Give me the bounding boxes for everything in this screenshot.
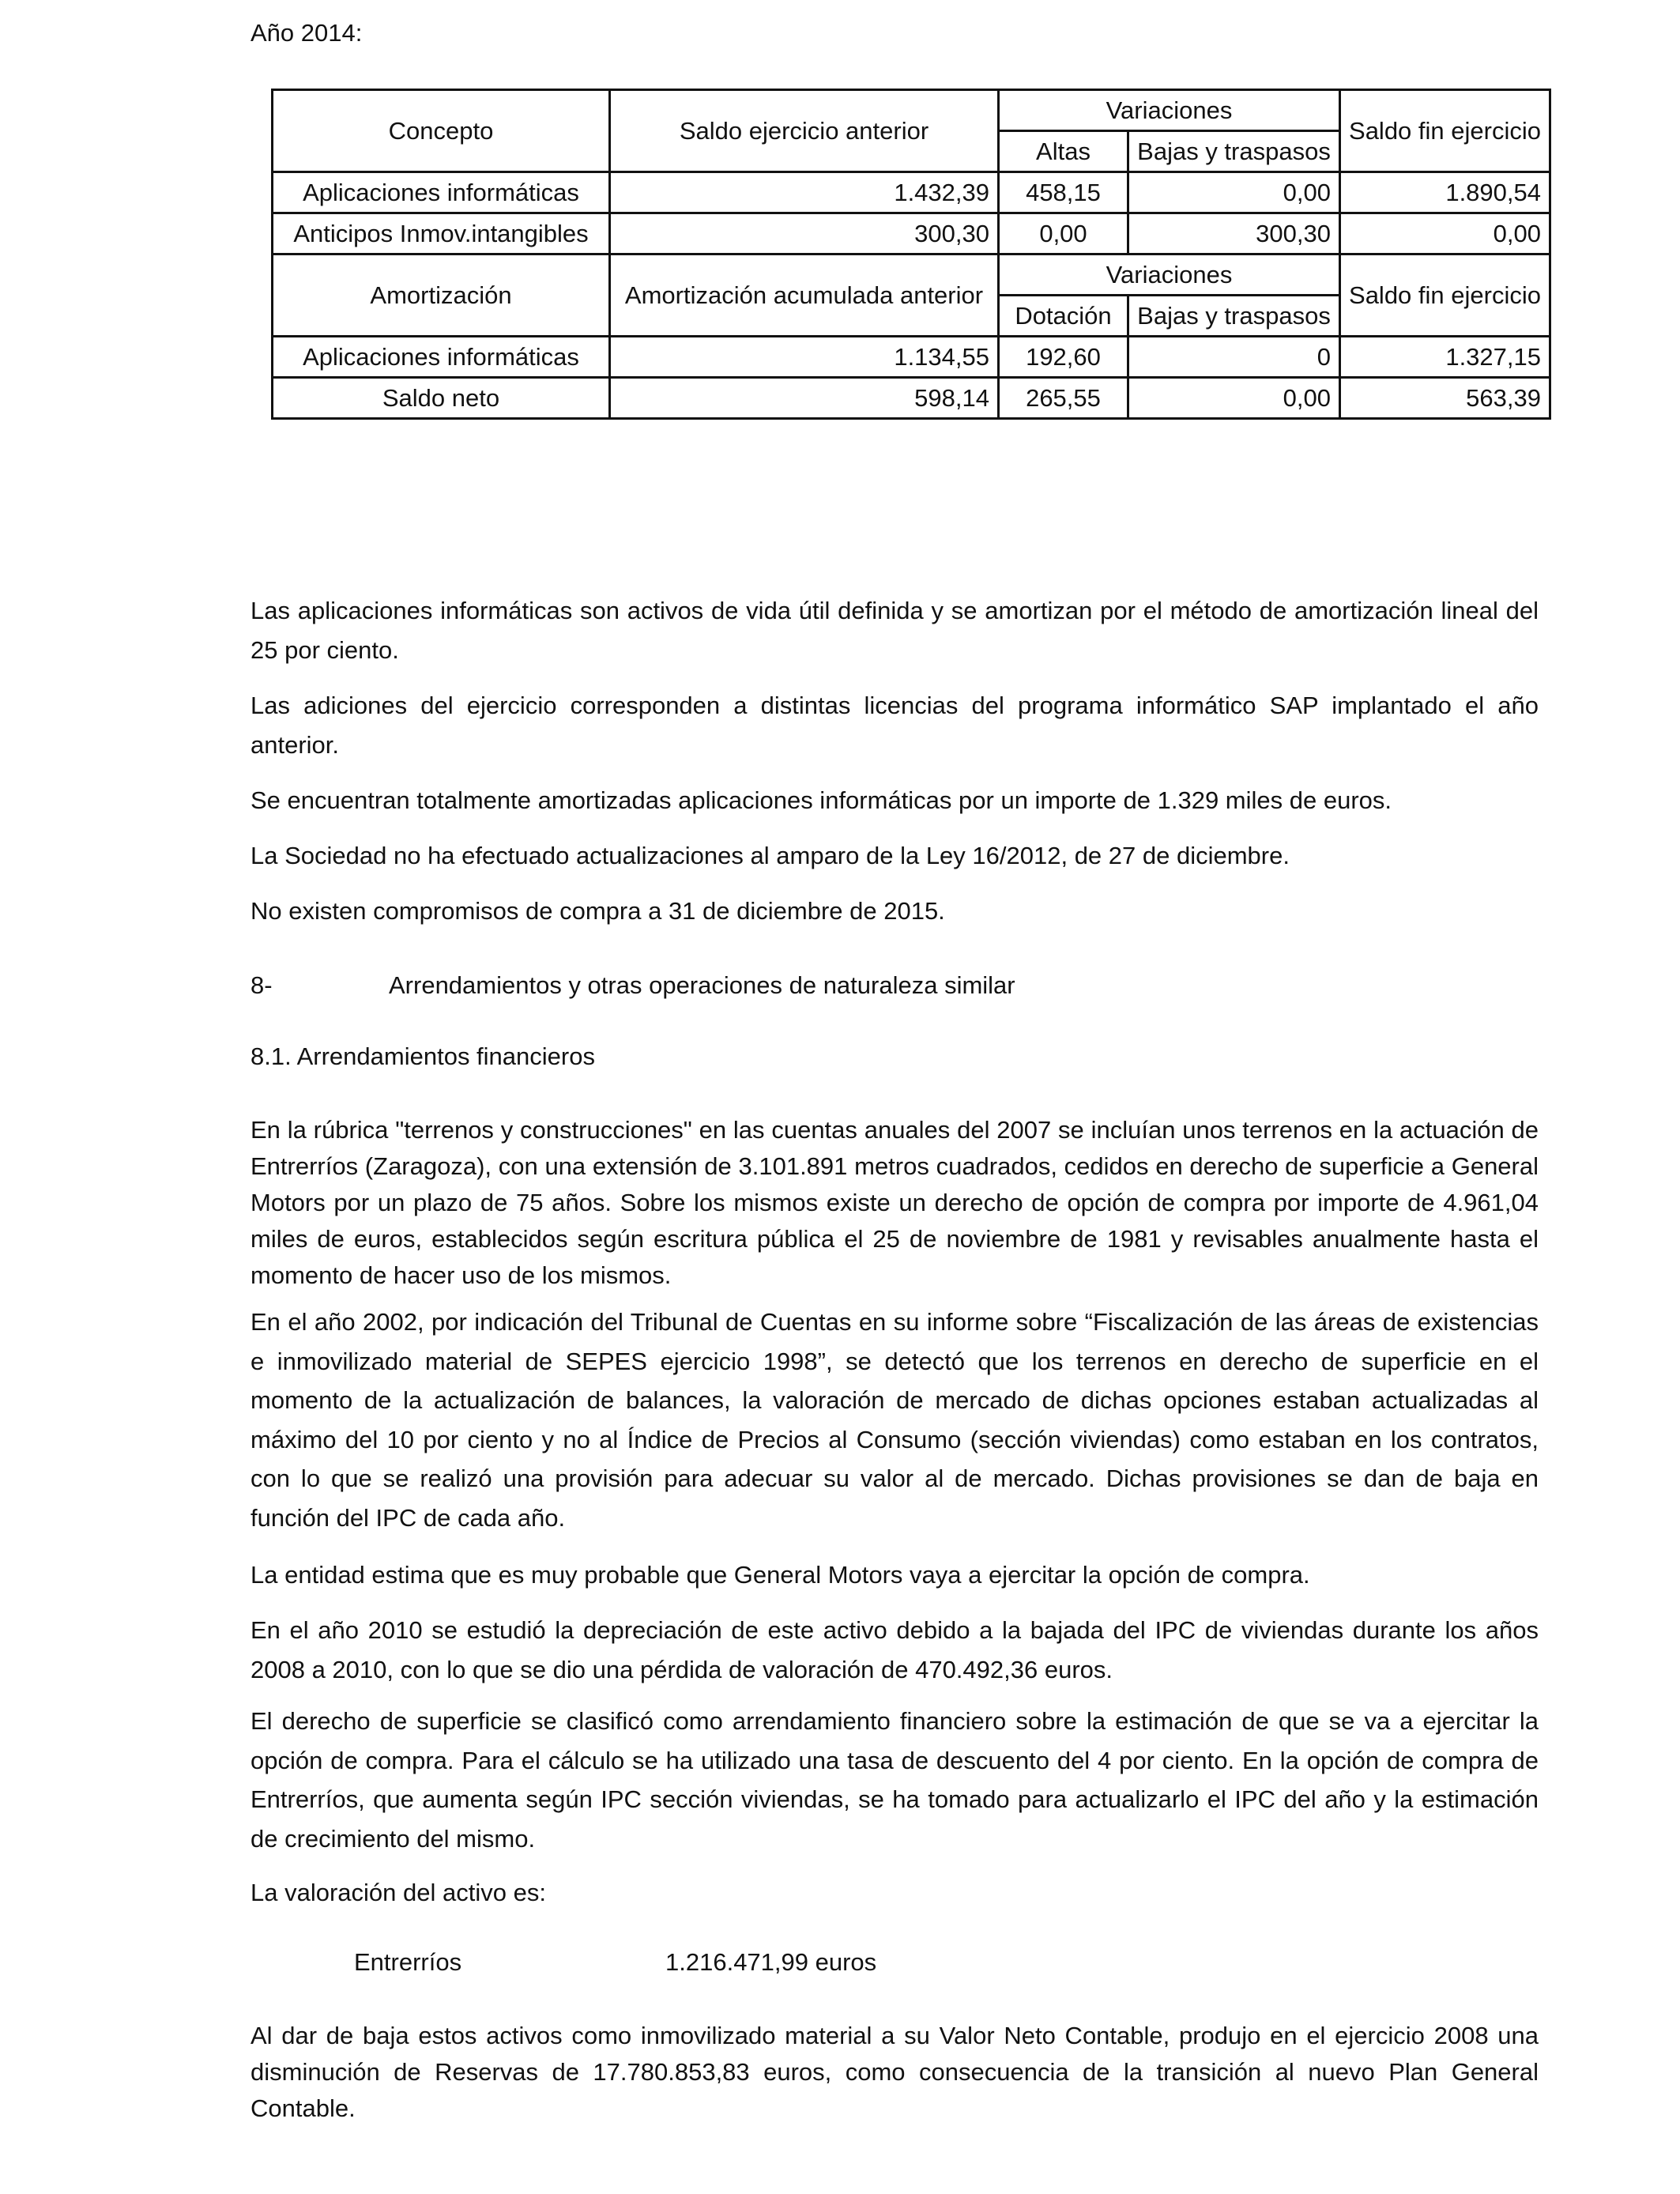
row-saldo-anterior: 1.432,39 [610,172,999,213]
section-8-number: 8- [250,971,273,999]
row-concepto: Aplicaciones informáticas [273,172,610,213]
header-bajas: Bajas y traspasos [1128,131,1340,172]
table-row [273,213,1550,254]
header-altas: Altas [999,131,1128,172]
row-saldo-fin: 1.890,54 [1340,172,1550,213]
paragraph: En el año 2002, por indicación del Tribunal de Cuentas en su informe sobre “Fiscalización de las áreas de existencias e inmovilizado material de SEPES ejercicio 1998”, se detectó que los terrenos en derecho de superficie en el momento de la actualización de balances, la valoración de mercado de dichas opciones estaban actualizadas al máximo del 10 por ciento y no al Índice de Precios al Consumo (sección viviendas) como estaban en los contratos, con lo que se realizó una provisión para adecuar su valor al de mercado. Dichas provisiones se dan de baja en función del IPC de cada año. [250,1308,1539,1532]
closing-paragraph: Al dar de baja estos activos como inmovilizado material a su Valor Neto Contable, produjo en el ejercicio 2008 una disminución de Reservas de 17.780.853,83 euros, como consecuencia de la transición al nuevo Plan General Contable. [250,2022,1539,2122]
section-8-1-title: 8.1. Arrendamientos financieros [250,1042,595,1070]
header-saldo-anterior: Saldo ejercicio anterior [610,90,999,172]
paragraph: El derecho de superficie se clasificó como arrendamiento financiero sobre la estimación de que se va a ejercitar la opción de compra. Para el cálculo se ha utilizado una tasa de descuento del 4 por ciento. En la opción de compra de Entrerríos, que aumenta según IPC sección viviendas, se ha tomado para actualizarlo el IPC del año y la estimación de crecimiento del mismo. [250,1707,1539,1853]
valuation-amount: 1.216.471,99 euros [665,1948,877,1976]
intangibles-table [271,89,1551,420]
header-bajas-2: Bajas y traspasos [1128,296,1340,337]
row-concepto: Anticipos Inmov.intangibles [273,213,610,254]
row-bajas: 300,30 [1128,213,1340,254]
row-dotacion: 265,55 [999,378,1128,419]
header-amortizacion: Amortización [273,254,610,337]
header-saldo-fin: Saldo fin ejercicio [1340,90,1550,172]
row-saldo-anterior: 300,30 [610,213,999,254]
paragraph: No existen compromisos de compra a 31 de diciembre de 2015. [250,897,945,925]
header-concepto: Concepto [273,90,610,172]
row-dotacion: 192,60 [999,337,1128,378]
header-variaciones: Variaciones [999,90,1340,131]
paragraph: La valoración del activo es: [250,1879,546,1906]
row-altas: 0,00 [999,213,1128,254]
row-saldo-fin: 1.327,15 [1340,337,1550,378]
row-amort-anterior: 1.134,55 [610,337,999,378]
paragraph: Las aplicaciones informáticas son activos de vida útil definida y se amortizan por el método de amortización lineal del 25 por ciento. [250,597,1539,664]
amortization-header-row [273,254,1550,296]
paragraph: Las adiciones del ejercicio corresponden a distintas licencias del programa informático SAP implantado el año anterior. [250,692,1539,759]
row-altas: 458,15 [999,172,1128,213]
row-saldo-fin: 563,39 [1340,378,1550,419]
row-concepto: Saldo neto [273,378,610,419]
paragraph: La Sociedad no ha efectuado actualizaciones al amparo de la Ley 16/2012, de 27 de diciembre. [250,842,1290,869]
header-saldo-fin-2: Saldo fin ejercicio [1340,254,1550,337]
valuation-label: Entrerríos [354,1948,462,1976]
row-bajas: 0,00 [1128,378,1340,419]
paragraph: Se encuentran totalmente amortizadas aplicaciones informáticas por un importe de 1.329 miles de euros. [250,786,1392,814]
header-amort-anterior: Amortización acumulada anterior [610,254,999,337]
paragraph: En el año 2010 se estudió la depreciación de este activo debido a la bajada del IPC de viviendas durante los años 2008 a 2010, con lo que se dio una pérdida de valoración de 470.492,36 euros. [250,1616,1539,1683]
row-saldo-fin: 0,00 [1340,213,1550,254]
table-row [273,172,1550,213]
row-amort-anterior: 598,14 [610,378,999,419]
section-8-title: Arrendamientos y otras operaciones de naturaleza similar [389,971,1015,999]
row-concepto: Aplicaciones informáticas [273,337,610,378]
table-row [273,378,1550,419]
year-heading: Año 2014: [250,19,363,47]
paragraph: La entidad estima que es muy probable que General Motors vaya a ejercitar la opción de compra. [250,1561,1310,1589]
row-bajas: 0,00 [1128,172,1340,213]
table-row [273,337,1550,378]
header-dotacion: Dotación [999,296,1128,337]
header-variaciones-2: Variaciones [999,254,1340,296]
row-bajas: 0 [1128,337,1340,378]
table-header-row [273,90,1550,131]
paragraph: En la rúbrica "terrenos y construcciones" en las cuentas anuales del 2007 se incluían unos terrenos en la actuación de Entrerríos (Zaragoza), con una extensión de 3.101.891 metros cuadrados, cedidos en derecho de superficie a General Motors por un plazo de 75 años. Sobre los mismos existe un derecho de opción de compra por importe de 4.961,04 miles de euros, establecidos según escritura pública el 25 de noviembre de 1981 y revisables anualmente hasta el momento de hacer uso de los mismos. [250,1116,1539,1289]
